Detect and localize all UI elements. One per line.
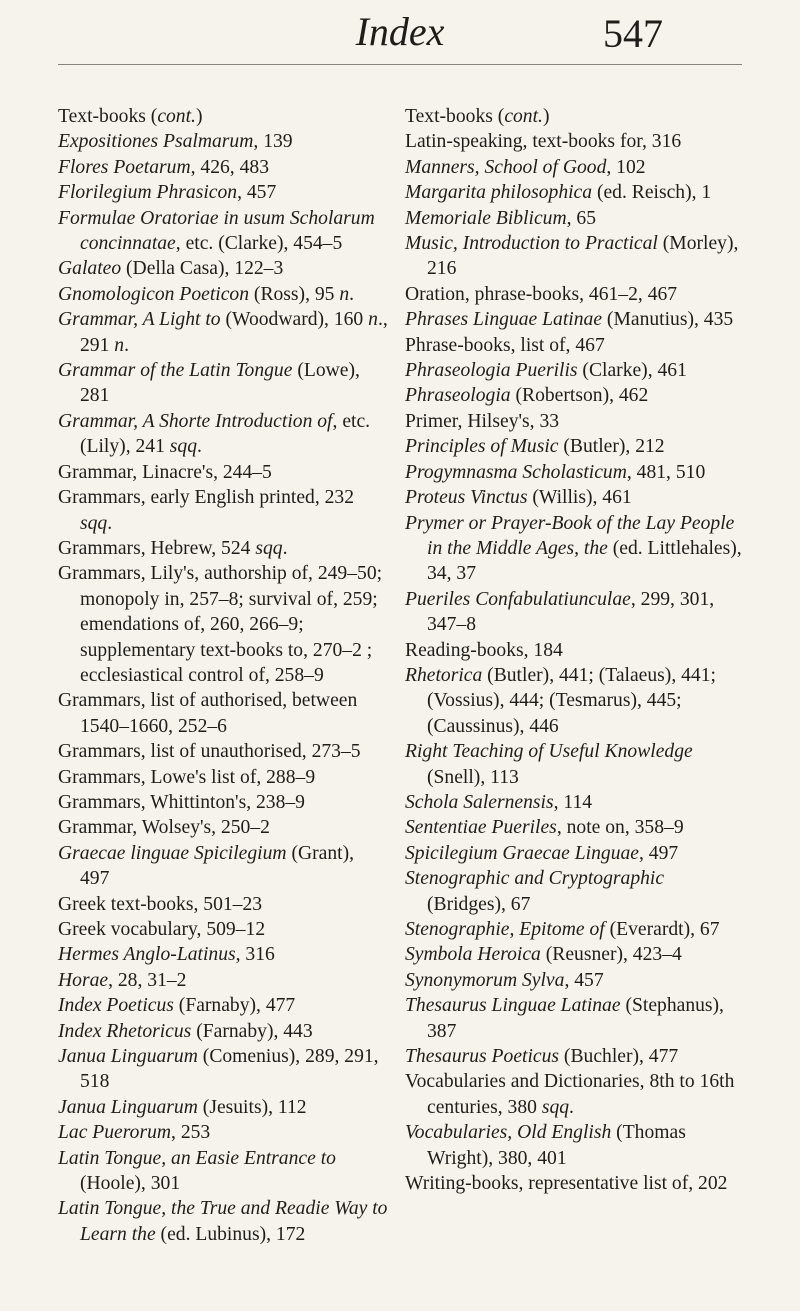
index-entry: Right Teaching of Useful Knowledge (Snell), 113 [405, 741, 693, 788]
index-entry: Grammars, Whittinton's, 238–9 [58, 791, 305, 813]
index-entry: Hermes Anglo-Latinus, 316 [58, 944, 275, 966]
index-entry: Music, Introduction to Practical (Morley), 216 [405, 233, 739, 280]
index-entry: Grammar, Linacre's, 244–5 [58, 461, 272, 483]
index-entry: Galateo (Della Casa), 122–3 [58, 258, 284, 280]
index-entry: Thesaurus Linguae Latinae (Stephanus), 387 [405, 995, 724, 1042]
index-entry: Gnomologicon Poeticon (Ross), 95 n. [58, 283, 355, 305]
index-entry: Phraseologia Puerilis (Clarke), 461 [405, 360, 687, 382]
index-entry: Proteus Vinctus (Willis), 461 [405, 487, 632, 509]
index-entry: Thesaurus Poeticus (Buchler), 477 [405, 1046, 679, 1068]
index-entry: Primer, Hilsey's, 33 [405, 410, 560, 432]
index-continuation-heading: Text-books (cont.) [58, 106, 203, 127]
index-entry: Manners, School of Good, 102 [405, 156, 646, 178]
index-entry: Spicilegium Graecae Linguae, 497 [405, 842, 679, 864]
page-header [0, 0, 800, 80]
index-entry: Stenographie, Epitome of (Everardt), 67 [405, 919, 720, 940]
index-entry: Grammar of the Latin Tongue (Lowe), 281 [58, 360, 360, 407]
index-entry: Progymnasma Scholasticum, 481, 510 [405, 461, 706, 483]
index-entry: Grammars, Hebrew, 524 sqq. [58, 537, 288, 559]
page-number: 547 [603, 11, 663, 56]
index-entry: Greek vocabulary, 509–12 [58, 919, 266, 940]
index-entry: Phraseologia (Robertson), 462 [405, 385, 649, 407]
index-entry: Grammars, list of unauthorised, 273–5 [58, 741, 361, 763]
index-entry: Principles of Music (Butler), 212 [405, 436, 665, 458]
index-entry: Oration, phrase-books, 461–2, 467 [405, 283, 678, 305]
index-entry: Janua Linguarum (Comenius), 289, 291, 518 [58, 1046, 379, 1093]
index-entry: Vocabularies, Old English (Thomas Wright), 380, 401 [405, 1122, 686, 1169]
index-entry: Pueriles Confabulatiunculae, 299, 301, 347–8 [405, 588, 715, 636]
index-entry: Greek text-books, 501–23 [58, 893, 263, 915]
index-entry: Flores Poetarum, 426, 483 [58, 156, 269, 178]
index-column-left [58, 104, 388, 1247]
index-entry: Schola Salernensis, 114 [405, 791, 593, 813]
index-entry: Grammar, A Light to (Woodward), 160 n., 291 n. [58, 309, 388, 356]
running-title: Index [355, 9, 445, 54]
index-entry: Grammars, list of authorised, between 1540–1660, 252–6 [58, 690, 358, 737]
index-entry: Formulae Oratoriae in usum Scholarum concinnatae, etc. (Clarke), 454–5 [58, 207, 375, 255]
index-entry: Grammar, Wolsey's, 250–2 [58, 817, 270, 839]
index-entry: Writing-books, representative list of, 202 [405, 1173, 728, 1195]
index-entry: Latin Tongue, the True and Readie Way to Learn the (ed. Lubinus), 172 [58, 1198, 388, 1245]
index-entry: Latin-speaking, text-books for, 316 [405, 131, 682, 153]
index-entry: Latin Tongue, an Easie Entrance to (Hoole), 301 [58, 1147, 336, 1195]
index-column-right [405, 104, 743, 1196]
index-entry: Vocabularies and Dictionaries, 8th to 16th centuries, 380 sqq. [405, 1071, 735, 1118]
index-entry: Graecae linguae Spicilegium (Grant), 497 [58, 842, 355, 890]
header-rule [58, 64, 742, 65]
index-entry: Horae, 28, 31–2 [58, 969, 187, 991]
index-entry: Stenographic and Cryptographic (Bridges), 67 [405, 868, 665, 915]
index-entry: Phrase-books, list of, 467 [405, 334, 605, 356]
index-entry: Rhetorica (Butler), 441; (Talaeus), 441; (Vossius), 444; (Tesmarus), 445; (Caussinus), 446 [405, 664, 716, 737]
index-entry: Synonymorum Sylva, 457 [405, 969, 604, 991]
index-entry: Florilegium Phrasicon, 457 [58, 182, 277, 204]
index-entry: Symbola Heroica (Reusner), 423–4 [405, 944, 682, 966]
index-entry: Margarita philosophica (ed. Reisch), 1 [405, 182, 712, 204]
index-entry: Reading-books, 184 [405, 639, 563, 661]
index-entry: Sententiae Pueriles, note on, 358–9 [405, 817, 684, 839]
index-entry: Expositiones Psalmarum, 139 [58, 131, 293, 153]
index-entry: Lac Puerorum, 253 [58, 1122, 211, 1144]
index-entry: Janua Linguarum (Jesuits), 112 [58, 1096, 307, 1118]
index-entry: Grammars, early English printed, 232 sqq. [58, 487, 355, 534]
index-entry: Memoriale Biblicum, 65 [405, 207, 597, 229]
index-entry: Grammars, Lowe's list of, 288–9 [58, 766, 316, 788]
index-entry: Phrases Linguae Latinae (Manutius), 435 [405, 309, 734, 331]
index-entry: Index Rhetoricus (Farnaby), 443 [58, 1020, 313, 1042]
index-entry: Index Poeticus (Farnaby), 477 [58, 995, 296, 1017]
index-entry: Grammars, Lily's, authorship of, 249–50; monopoly in, 257–8; survival of, 259; emendations of, 260, 266–9; supplementary text-books to, 270–2 ; ecclesiastical control of, 258–9 [58, 563, 383, 686]
index-entry: Grammar, A Shorte Introduction of, etc. (Lily), 241 sqq. [58, 410, 371, 458]
index-entry: Prymer or Prayer-Book of the Lay People in the Middle Ages, the (ed. Littlehales), 34, 37 [405, 512, 742, 585]
index-continuation-heading: Text-books (cont.) [405, 106, 550, 127]
